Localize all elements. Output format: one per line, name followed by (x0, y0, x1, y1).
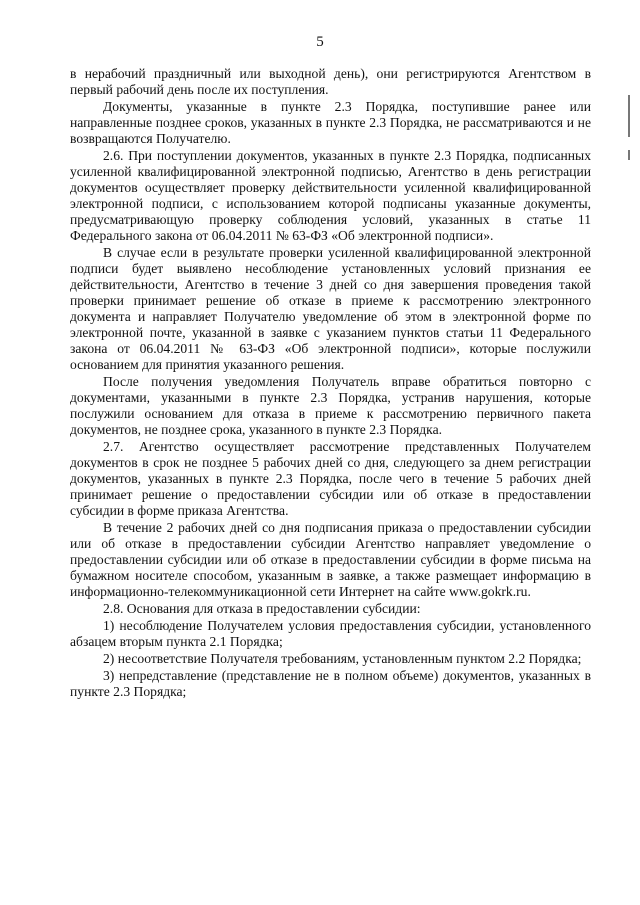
paragraph: в нерабочий праздничный или выходной день), они регистрируются Агентством в первый рабочий день после их поступления. (70, 66, 591, 97)
paragraph: 2.6. При поступлении документов, указанных в пункте 2.3 Порядка, подписанных усиленной квалифицированной электронной подписью, Агентство в день регистрации документов осуществляет проверку действительности усиленной квалифицированной электронной подписи, с использованием которой подписаны указанные документы, предусматривающую проверку соблюдения условий, указанных в статье 11 Федерального закона от 06.04.2011 № 63-ФЗ «Об электронной подписи». (70, 148, 591, 243)
list-item: 3) непредставление (представление не в полном объеме) документов, указанных в пункте 2.3 Порядка; (70, 668, 591, 699)
paragraph: После получения уведомления Получатель вправе обратиться повторно с документами, указанными в пункте 2.3 Порядка, устранив нарушения, которые послужили основанием для отказа в приеме к рассмотрению первичного пакета документов, не позднее срока, указанного в пункте 2.3 Порядка. (70, 374, 591, 437)
scan-margin-mark (628, 95, 630, 137)
paragraph: В случае если в результате проверки усиленной квалифицированной электронной подписи будет выявлено несоблюдение установленных условий признания ее действительности, Агентство в течение 3 дней со дня завершения проведения такой проверки принимает решение об отказе в приеме к рассмотрению электронного документа и направляет Получателю уведомление об этом в электронной форме по электронной почте, указанной в заявке с указанием пунктов статьи 11 Федерального закона от 06.04.2011 № 63-ФЗ «Об электронной подписи», которые послужили основанием для принятия указанного решения. (70, 245, 591, 372)
page-number: 5 (316, 34, 324, 50)
document-body (70, 66, 591, 701)
list-item: 1) несоблюдение Получателем условия предоставления субсидии, установленного абзацем вторым пункта 2.1 Порядка; (70, 618, 591, 649)
paragraph: 2.7. Агентство осуществляет рассмотрение представленных Получателем документов в срок не позднее 5 рабочих дней со дня, следующего за днем регистрации документов, указанных в пункте 2.3 Порядка, после чего в течение 5 рабочих дней принимает решение о предоставлении субсидии или об отказе в предоставлении субсидии в форме приказа Агентства. (70, 439, 591, 518)
list-item: 2) несоответствие Получателя требованиям, установленным пунктом 2.2 Порядка; (103, 651, 582, 666)
paragraph: Документы, указанные в пункте 2.3 Порядка, поступившие ранее или направленные позднее сроков, указанных в пункте 2.3 Порядка, не рассматриваются и не возвращаются Получателю. (70, 99, 591, 146)
paragraph: В течение 2 рабочих дней со дня подписания приказа о предоставлении субсидии или об отказе в предоставлении субсидии Агентство направляет уведомление о предоставлении субсидии или об отказе в предоставлении субсидии в форме письма на бумажном носителе способом, указанным в заявке, а также размещает информацию в информационно-телекоммуникационной сети Интернет на сайте www.gokrk.ru. (70, 520, 591, 599)
section-heading: 2.8. Основания для отказа в предоставлении субсидии: (103, 601, 421, 616)
scan-margin-mark (628, 150, 630, 160)
